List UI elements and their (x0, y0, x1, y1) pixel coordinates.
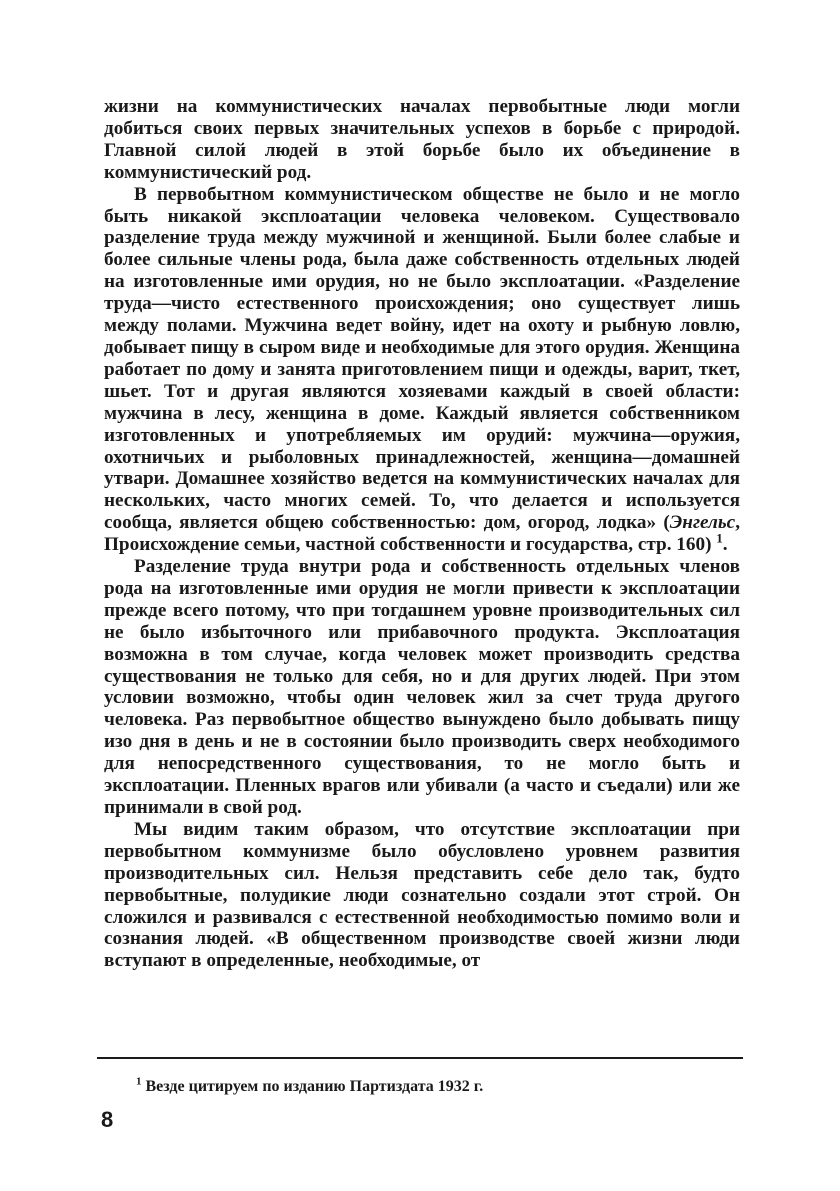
page-number: 8 (101, 1107, 114, 1132)
engels-quote: «Разделение труда—чисто естественного происхождения; оно существует лишь между полами. Мужчина ведет войну, идет на охоту и рыбную ловлю, добывает пищу в сыром виде и необходимые для этого орудия. Женщина работает по дому и занята приготовлением пищи и одежды, варит, ткет, шьет. Тот и другая являются хозяевами каждый в своей области: мужчина в лесу, женщина в доме. Каждый является собственником изготовленных и употребляемых им орудий: мужчина—оружия, охотничьих и рыболовных принадлежностей, женщина—домашней утвари. Домашнее хозяйство ведется на коммунистических началах для нескольких, часто многих семей. То, что делается и используется сообща, является общею собственностью: дом, огород, лодка» ( (104, 271, 741, 534)
footnote-reference[interactable]: 1 (716, 530, 723, 546)
quote-source: , Происхождение семьи, частной собственности и государства, стр. 160) (104, 512, 740, 556)
paragraph-4: Мы видим таким образом, что отсутствие эксплоатации при первобытном коммунизме было обусловлено уровнем развития производительных сил. Нельзя представить себе дело так, будто первобытные, полудикие люди сознательно создали этот строй. Он сложился и развивался с естественной необходимостью помимо воли и сознания людей. «В общественном производстве своей жизни люди вступают в определенные, необходимые, от (104, 818, 740, 972)
paragraph-2-text: В первобытном коммунистическом обществе не было и не могло быть никакой эксплоатации человека человеком. Существовало разделение труда между мужчиной и женщиной. Были более слабые и более сильные члены рода, была даже собственность отдельных людей на изготовленные ими орудия, но не было эксплоатации. (104, 183, 740, 293)
paragraph-2-end: . (722, 534, 728, 556)
footnote-mark: 1 (136, 1075, 142, 1088)
paragraph-1: жизни на коммунистических началах первобытные люди могли добиться своих первых значительных успехов в борьбе с природой. Главной силой людей в этой борьбе было их объединение в коммунистический род. (104, 96, 740, 183)
footnote (136, 1077, 736, 1097)
footnote-text: Везде цитируем по изданию Партиздата 1932 г. (145, 1078, 484, 1095)
body-text (104, 96, 740, 972)
paragraph-3: Разделение труда внутри рода и собственность отдельных членов рода на изготовленные ими орудия не могли привести к эксплоатации прежде всего потому, что при тогдашнем уровне производительных сил не было избыточного или прибавочного продукта. Эксплоатация возможна в том случае, когда человек может производить средства существования не только для себя, но и для других людей. При этом условии возможно, чтобы один человек жил за счет труда другого человека. Раз первобытное общество вынуждено было добывать пищу изо дня в день и не в состоянии было производить сверх необходимого для непосредственного существования, то не могло быть и эксплоатации. Пленных врагов или убивали (а часто и съедали) или же принимали в свой род. (104, 556, 740, 818)
quote-author: Энгельс (669, 512, 736, 534)
paragraph-2 (104, 184, 740, 556)
footnote-divider (97, 1057, 743, 1059)
